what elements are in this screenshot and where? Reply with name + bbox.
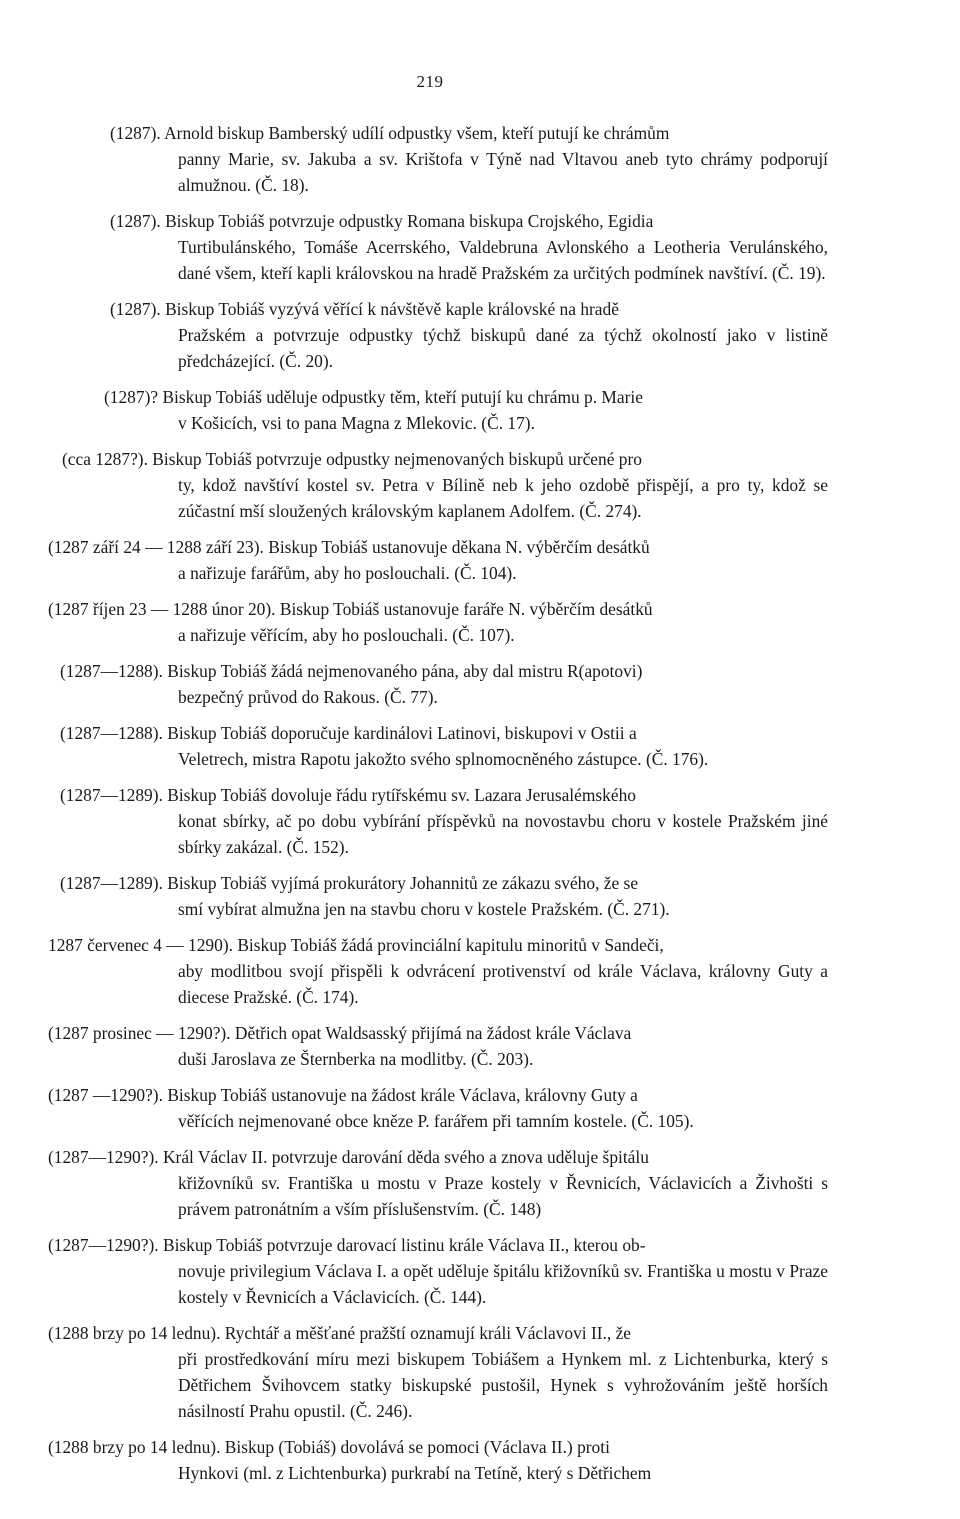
entry-text-continuation: křižovníků sv. Františka u mostu v Praze kostely v Řevnicích, Václavicích a Živhošti s právem patronátním a vším příslušenstvím. (Č. 148): [178, 1173, 828, 1219]
regest-entry: [0, 1144, 960, 1222]
entry-text-first: Biskup Tobiáš uděluje odpustky těm, kteří putují ku chrámu p. Marie: [162, 387, 643, 407]
regest-entry: [0, 658, 960, 710]
entry-text-first: Biskup Tobiáš ustanovuje děkana N. výběrčím desátků: [268, 537, 650, 557]
entry-text-first: Dětřich opat Waldsasský přijímá na žádost krále Václava: [234, 1023, 632, 1043]
entry-text-first: Biskup Tobiáš dovoluje řádu rytířskému sv. Lazara Jerusalémského: [167, 785, 636, 805]
entry-list: [0, 120, 960, 1496]
entry-text-continuation: aby modlitbou svojí přispěli k odvrácení protivenství od krále Václava, královny Guty a diecese Pražské. (Č. 174).: [178, 961, 828, 1007]
entry-text-first: Rychtář a měšťané pražští oznamují králi Václavovi II., že: [224, 1323, 632, 1343]
entry-text-first: Biskup Tobiáš žádá nejmenovaného pána, aby dal mistru R(apotovi): [167, 661, 643, 681]
regest-entry: [0, 1020, 960, 1072]
entry-text-continuation: bezpečný průvod do Rakous. (Č. 77).: [178, 687, 438, 707]
entry-first-line: [0, 296, 960, 322]
entry-date: 1287 červenec 4 — 1290).: [48, 935, 233, 955]
regest-entry: [0, 384, 960, 436]
regest-entry: [0, 1320, 960, 1424]
entry-first-line: [0, 1144, 960, 1170]
entry-text-continuation: a nařizuje věřícím, aby ho poslouchali. (Č. 107).: [178, 625, 515, 645]
entry-date: (1287—1290?).: [48, 1235, 159, 1255]
page-number: 219: [416, 72, 444, 91]
regest-entry: [0, 1232, 960, 1310]
entry-first-line: [0, 534, 960, 560]
entry-text-continuation: duši Jaroslava ze Šternberka na modlitby. (Č. 203).: [178, 1049, 534, 1069]
entry-date: (cca 1287?).: [62, 449, 148, 469]
entry-text-first: Biskup Tobiáš vyzývá věřící k návštěvě kaple královské na hradě: [165, 299, 619, 319]
entry-text-continuation: ty, kdož navštíví kostel sv. Petra v Bílině neb k jeho ozdobě přispějí, a pro ty, kdož se zúčastní mší sloužených královským kaplanem Adolfem. (Č. 274).: [178, 475, 828, 521]
entry-text-first: Biskup Tobiáš potvrzuje darovací listinu krále Václava II., kterou ob-: [162, 1235, 646, 1255]
entry-text-first: Biskup (Tobiáš) dovolává se pomoci (Václava II.) proti: [224, 1437, 610, 1457]
entry-text-continuation: smí vybírat almužna jen na stavbu choru v kostele Pražském. (Č. 271).: [178, 899, 670, 919]
entry-text-first: Biskup Tobiáš vyjímá prokurátory Johannitů ze zákazu svého, že se: [167, 873, 639, 893]
entry-text-continuation: Hynkovi (ml. z Lichtenburka) purkrabí na Tetíně, který s Dětřichem: [178, 1463, 652, 1483]
entry-text-continuation: a nařizuje farářům, aby ho poslouchali. (Č. 104).: [178, 563, 517, 583]
regest-entry: [0, 1434, 960, 1486]
entry-text-continuation: Pražském a potvrzuje odpustky týchž biskupů dané za týchž okolností jako v listině předcházející. (Č. 20).: [178, 325, 828, 371]
entry-text-continuation: věřících nejmenované obce kněze P. farářem při tamním kostele. (Č. 105).: [178, 1111, 694, 1131]
entry-text-continuation: panny Marie, sv. Jakuba a sv. Krištofa v Týně nad Vltavou aneb tyto chrámy podporují almužnou. (Č. 18).: [178, 149, 828, 195]
entry-date: (1287 říjen 23 — 1288 únor 20).: [48, 599, 276, 619]
entry-first-line: [0, 384, 960, 410]
entry-date: (1287).: [110, 299, 161, 319]
entry-text-first: Biskup Tobiáš potvrzuje odpustky nejmenovaných biskupů určené pro: [152, 449, 642, 469]
entry-date: (1288 brzy po 14 lednu).: [48, 1437, 221, 1457]
regest-entry: [0, 534, 960, 586]
entry-text-first: Biskup Tobiáš ustanovuje faráře N. výběrčím desátků: [279, 599, 653, 619]
entry-first-line: [0, 596, 960, 622]
entry-first-line: [0, 120, 960, 146]
regest-entry: [0, 932, 960, 1010]
entry-text-continuation: Turtibulánského, Tomáše Acerrského, Valdebruna Avlonského a Leotheria Verulánského, dané všem, kteří kapli královskou na hradě Pražském za určitých podmínek navštíví. (Č. 19).: [178, 237, 828, 283]
entry-first-line: [0, 1434, 960, 1460]
entry-text-continuation: konat sbírky, ač po dobu vybírání příspěvků na novostavbu choru v kostele Pražském jiné sbírky zakázal. (Č. 152).: [178, 811, 828, 857]
regest-entry: [0, 296, 960, 374]
regest-entry: [0, 596, 960, 648]
entry-date: (1287—1290?).: [48, 1147, 159, 1167]
entry-date: (1287 —1290?).: [48, 1085, 163, 1105]
entry-date: (1287).: [110, 211, 161, 231]
regest-entry: [0, 720, 960, 772]
entry-date: (1287 září 24 — 1288 září 23).: [48, 537, 264, 557]
entry-date: (1287—1288).: [60, 661, 163, 681]
entry-date: (1287).: [110, 123, 161, 143]
regest-entry: [0, 1082, 960, 1134]
entry-first-line: [0, 1320, 960, 1346]
entry-date: (1288 brzy po 14 lednu).: [48, 1323, 221, 1343]
entry-text-first: Biskup Tobiáš doporučuje kardinálovi Latinovi, biskupovi v Ostii a: [167, 723, 637, 743]
entry-first-line: [0, 932, 960, 958]
entry-first-line: [0, 658, 960, 684]
entry-first-line: [0, 208, 960, 234]
entry-first-line: [0, 1020, 960, 1046]
entry-text-first: Arnold biskup Bamberský udílí odpustky všem, kteří putují ke chrámům: [164, 123, 670, 143]
entry-text-continuation: Veletrech, mistra Rapotu jakožto svého splnomocněného zástupce. (Č. 176).: [178, 749, 709, 769]
entry-first-line: [0, 446, 960, 472]
entry-text-first: Biskup Tobiáš ustanovuje na žádost krále Václava, královny Guty a: [167, 1085, 638, 1105]
entry-first-line: [0, 1082, 960, 1108]
entry-date: (1287—1289).: [60, 873, 163, 893]
regest-entry: [0, 782, 960, 860]
entry-text-continuation: v Košicích, vsi to pana Magna z Mlekovic. (Č. 17).: [178, 413, 535, 433]
entry-text-continuation: při prostředkování míru mezi biskupem Tobiášem a Hynkem ml. z Lichtenburka, který s Dětřichem Švihovcem statky biskupské pustošil, Hynek s vyhrožováním ještě horších násilností Prahu opustil. (Č. 246).: [178, 1349, 828, 1421]
entry-date: (1287—1288).: [60, 723, 163, 743]
regest-entry: [0, 446, 960, 524]
entry-text-first: Biskup Tobiáš žádá provinciální kapitulu minoritů v Sandeči,: [237, 935, 664, 955]
entry-first-line: [0, 782, 960, 808]
entry-text-first: Král Václav II. potvrzuje darování děda svého a znova uděluje špitálu: [162, 1147, 649, 1167]
regest-entry: [0, 870, 960, 922]
regest-entry: [0, 208, 960, 286]
entry-first-line: [0, 1232, 960, 1258]
entry-first-line: [0, 870, 960, 896]
regest-entry: [0, 120, 960, 198]
entry-date: (1287 prosinec — 1290?).: [48, 1023, 231, 1043]
entry-text-continuation: novuje privilegium Václava I. a opět uděluje špitálu křižovníků sv. Františka u mostu v Praze kostely v Řevnicích a Václavicích. (Č. 144).: [178, 1261, 828, 1307]
entry-date: (1287)?: [104, 387, 159, 407]
entry-text-first: Biskup Tobiáš potvrzuje odpustky Romana biskupa Crojského, Egidia: [165, 211, 654, 231]
entry-first-line: [0, 720, 960, 746]
entry-date: (1287—1289).: [60, 785, 163, 805]
